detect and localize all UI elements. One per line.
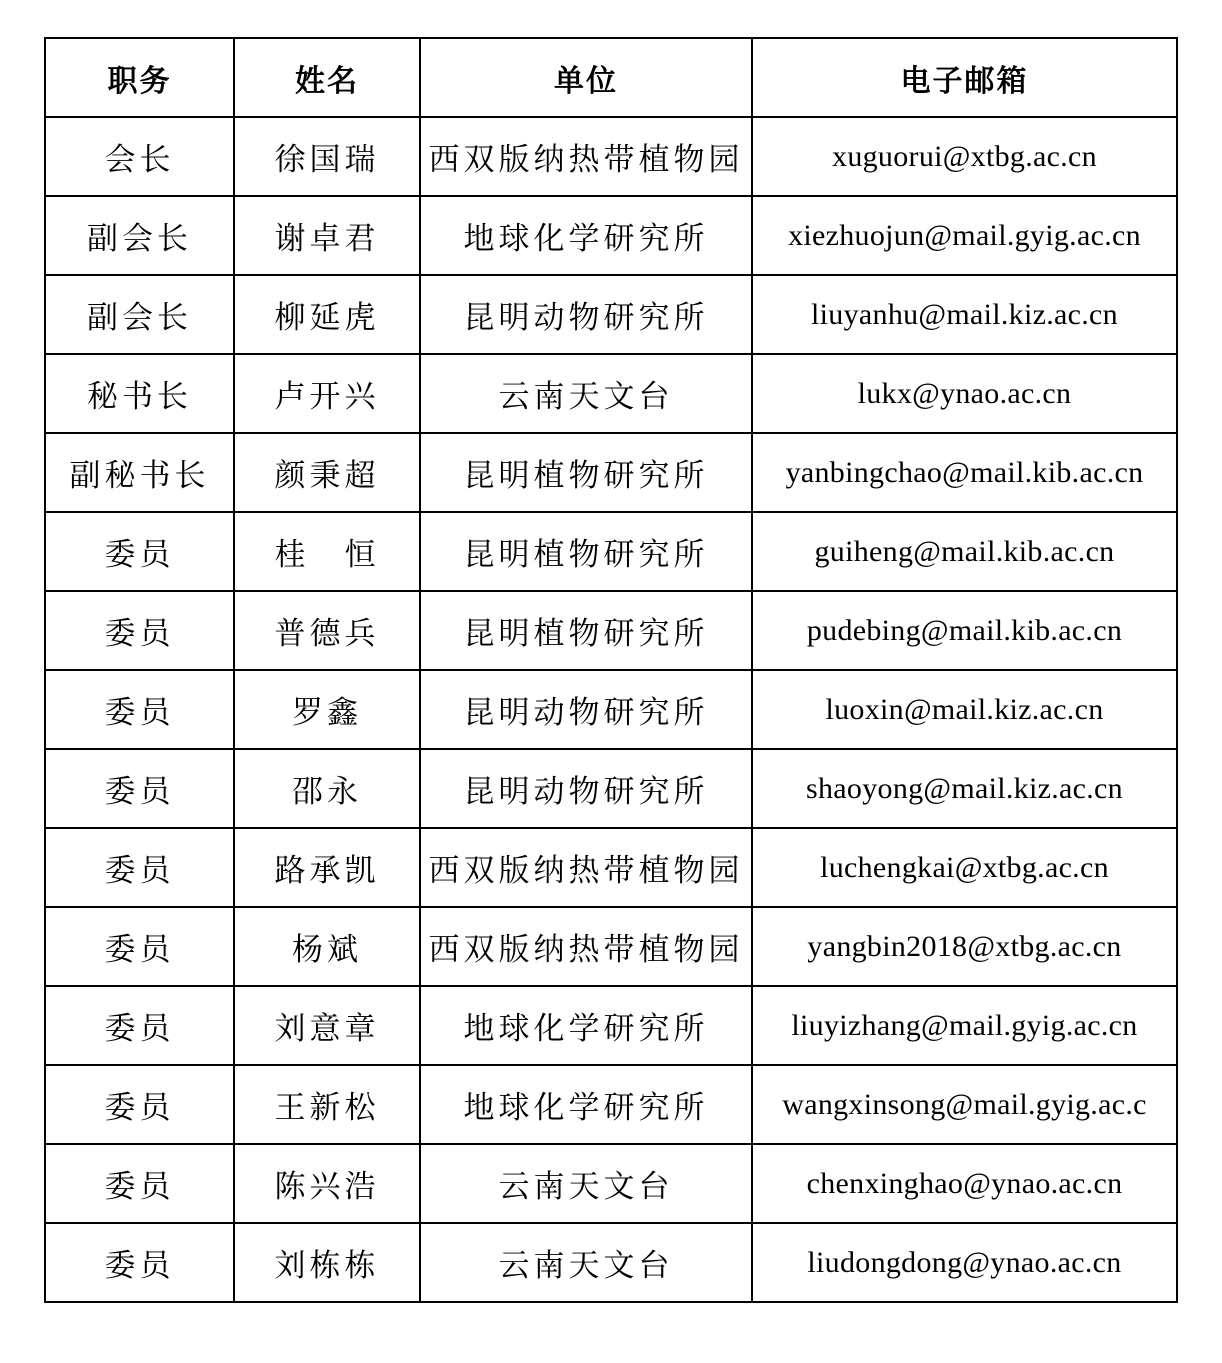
cell-name: 徐国瑞: [234, 117, 420, 196]
cell-role: 委员: [45, 1065, 234, 1144]
cell-unit: 地球化学研究所: [420, 986, 752, 1065]
table-row: [45, 117, 1177, 196]
table-row: [45, 433, 1177, 512]
cell-unit: 昆明植物研究所: [420, 512, 752, 591]
cell-email: xiezhuojun@mail.gyig.ac.cn: [752, 196, 1177, 275]
cell-role: 委员: [45, 1223, 234, 1302]
cell-unit: 昆明动物研究所: [420, 670, 752, 749]
table-row: [45, 907, 1177, 986]
cell-email: luchengkai@xtbg.ac.cn: [752, 828, 1177, 907]
table-row: [45, 749, 1177, 828]
cell-role: 委员: [45, 986, 234, 1065]
header-role: 职务: [45, 38, 234, 117]
cell-role: 副会长: [45, 275, 234, 354]
cell-unit: 昆明植物研究所: [420, 433, 752, 512]
cell-role: 委员: [45, 670, 234, 749]
cell-name: 刘意章: [234, 986, 420, 1065]
cell-role: 委员: [45, 512, 234, 591]
cell-email: yangbin2018@xtbg.ac.cn: [752, 907, 1177, 986]
table-row: [45, 354, 1177, 433]
table-row: [45, 1065, 1177, 1144]
table-row: [45, 591, 1177, 670]
cell-role: 副会长: [45, 196, 234, 275]
cell-unit: 地球化学研究所: [420, 196, 752, 275]
table-row: [45, 275, 1177, 354]
header-row: [45, 38, 1177, 117]
table-row: [45, 1144, 1177, 1223]
header-unit: 单位: [420, 38, 752, 117]
cell-name: 王新松: [234, 1065, 420, 1144]
document-page: [44, 37, 1176, 1303]
cell-name: 颜秉超: [234, 433, 420, 512]
cell-name: 罗鑫: [234, 670, 420, 749]
cell-email: luoxin@mail.kiz.ac.cn: [752, 670, 1177, 749]
cell-email: lukx@ynao.ac.cn: [752, 354, 1177, 433]
cell-role: 委员: [45, 907, 234, 986]
table-row: [45, 512, 1177, 591]
cell-email: xuguorui@xtbg.ac.cn: [752, 117, 1177, 196]
table-body: [45, 117, 1177, 1302]
cell-name: 谢卓君: [234, 196, 420, 275]
cell-unit: 云南天文台: [420, 1223, 752, 1302]
cell-name: 柳延虎: [234, 275, 420, 354]
cell-name: 桂 恒: [234, 512, 420, 591]
cell-name: 普德兵: [234, 591, 420, 670]
cell-email: shaoyong@mail.kiz.ac.cn: [752, 749, 1177, 828]
cell-unit: 昆明动物研究所: [420, 275, 752, 354]
cell-role: 副秘书长: [45, 433, 234, 512]
cell-role: 委员: [45, 749, 234, 828]
cell-name: 卢开兴: [234, 354, 420, 433]
table-row: [45, 1223, 1177, 1302]
cell-email: liuyizhang@mail.gyig.ac.cn: [752, 986, 1177, 1065]
header-email: 电子邮箱: [752, 38, 1177, 117]
cell-role: 秘书长: [45, 354, 234, 433]
cell-email: guiheng@mail.kib.ac.cn: [752, 512, 1177, 591]
cell-name: 路承凯: [234, 828, 420, 907]
cell-unit: 昆明植物研究所: [420, 591, 752, 670]
cell-unit: 地球化学研究所: [420, 1065, 752, 1144]
cell-unit: 西双版纳热带植物园: [420, 907, 752, 986]
table-header: [45, 38, 1177, 117]
cell-email: chenxinghao@ynao.ac.cn: [752, 1144, 1177, 1223]
cell-unit: 昆明动物研究所: [420, 749, 752, 828]
table-row: [45, 828, 1177, 907]
cell-role: 委员: [45, 1144, 234, 1223]
cell-unit: 云南天文台: [420, 1144, 752, 1223]
cell-email: pudebing@mail.kib.ac.cn: [752, 591, 1177, 670]
table-row: [45, 986, 1177, 1065]
cell-name: 杨斌: [234, 907, 420, 986]
cell-email: liuyanhu@mail.kiz.ac.cn: [752, 275, 1177, 354]
cell-unit: 云南天文台: [420, 354, 752, 433]
cell-role: 会长: [45, 117, 234, 196]
cell-name: 刘栋栋: [234, 1223, 420, 1302]
cell-name: 陈兴浩: [234, 1144, 420, 1223]
cell-name: 邵永: [234, 749, 420, 828]
cell-email: liudongdong@ynao.ac.cn: [752, 1223, 1177, 1302]
cell-unit: 西双版纳热带植物园: [420, 828, 752, 907]
cell-email: wangxinsong@mail.gyig.ac.c: [752, 1065, 1177, 1144]
cell-role: 委员: [45, 591, 234, 670]
cell-unit: 西双版纳热带植物园: [420, 117, 752, 196]
cell-email: yanbingchao@mail.kib.ac.cn: [752, 433, 1177, 512]
table-row: [45, 196, 1177, 275]
table-row: [45, 670, 1177, 749]
header-name: 姓名: [234, 38, 420, 117]
committee-roster-table: [44, 37, 1178, 1303]
cell-role: 委员: [45, 828, 234, 907]
